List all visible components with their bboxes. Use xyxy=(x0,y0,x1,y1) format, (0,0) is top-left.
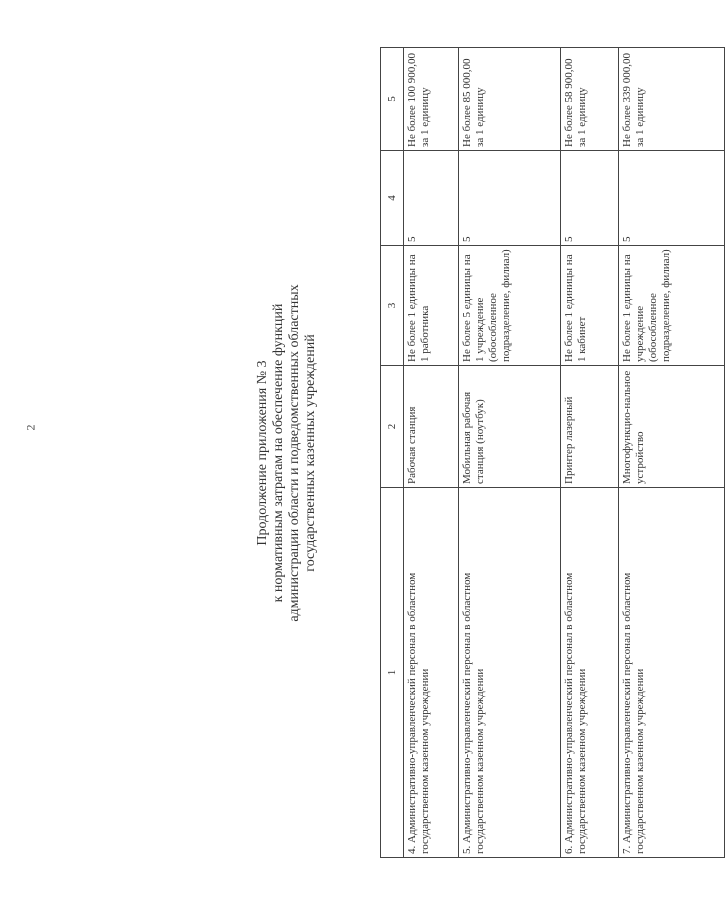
item-cell: Мобильная рабочая станция (ноутбук) xyxy=(459,365,561,487)
years-cell: 5 xyxy=(619,150,725,245)
price-cell: Не более 58 900,00 за 1 единицу xyxy=(560,47,618,150)
item-cell: Многофункцио-нальное устройство xyxy=(619,365,725,487)
document-heading xyxy=(255,48,319,858)
price-cell: Не более 339 000,00 за 1 единицу xyxy=(619,47,725,150)
table-row xyxy=(459,47,561,857)
page-number: 2 xyxy=(23,424,38,431)
category-cell: 7. Административно-управленческий персонал в областном государственном казенном учреждении xyxy=(619,487,725,857)
heading-line-4: государственных казенных учреждений xyxy=(303,333,318,572)
table-header-row xyxy=(381,47,404,857)
table-row xyxy=(619,47,725,857)
quantity-cell: Не более 1 единицы на 1 работника xyxy=(404,245,459,365)
quantity-cell: Не более 1 единицы на 1 кабинет xyxy=(560,245,618,365)
category-cell: 4. Административно-управленческий персонал в областном государственном казенном учреждении xyxy=(404,487,459,857)
table-row xyxy=(560,47,618,857)
years-cell: 5 xyxy=(560,150,618,245)
years-cell: 5 xyxy=(459,150,561,245)
header-cell: 2 xyxy=(381,365,404,487)
heading-line-1: Продолжение приложения № 3 xyxy=(255,359,270,546)
price-cell: Не более 100 900,00 за 1 единицу xyxy=(404,47,459,150)
quantity-cell: Не более 1 единицы на учреждение (обособленное подразделение, филиал) xyxy=(619,245,725,365)
years-cell: 5 xyxy=(404,150,459,245)
table-row xyxy=(404,47,459,857)
header-cell: 5 xyxy=(381,47,404,150)
quantity-cell: Не более 5 единицы на 1 учреждение (обособленное подразделение, филиал) xyxy=(459,245,561,365)
header-cell: 1 xyxy=(381,487,404,857)
header-cell: 3 xyxy=(381,245,404,365)
rotated-content xyxy=(255,48,725,858)
heading-line-3: администрации области и подведомственных областных xyxy=(287,283,302,622)
norms-table xyxy=(380,47,725,858)
price-cell: Не более 85 000,00 за 1 единицу xyxy=(459,47,561,150)
item-cell: Рабочая станция xyxy=(404,365,459,487)
category-cell: 6. Административно-управленческий персонал в областном государственном казенном учреждении xyxy=(560,487,618,857)
category-cell: 5. Административно-управленческий персонал в областном государственном казенном учреждении xyxy=(459,487,561,857)
item-cell: Принтер лазерный xyxy=(560,365,618,487)
header-cell: 4 xyxy=(381,150,404,245)
heading-line-2: к нормативным затратам на обеспечение функций xyxy=(271,303,286,602)
